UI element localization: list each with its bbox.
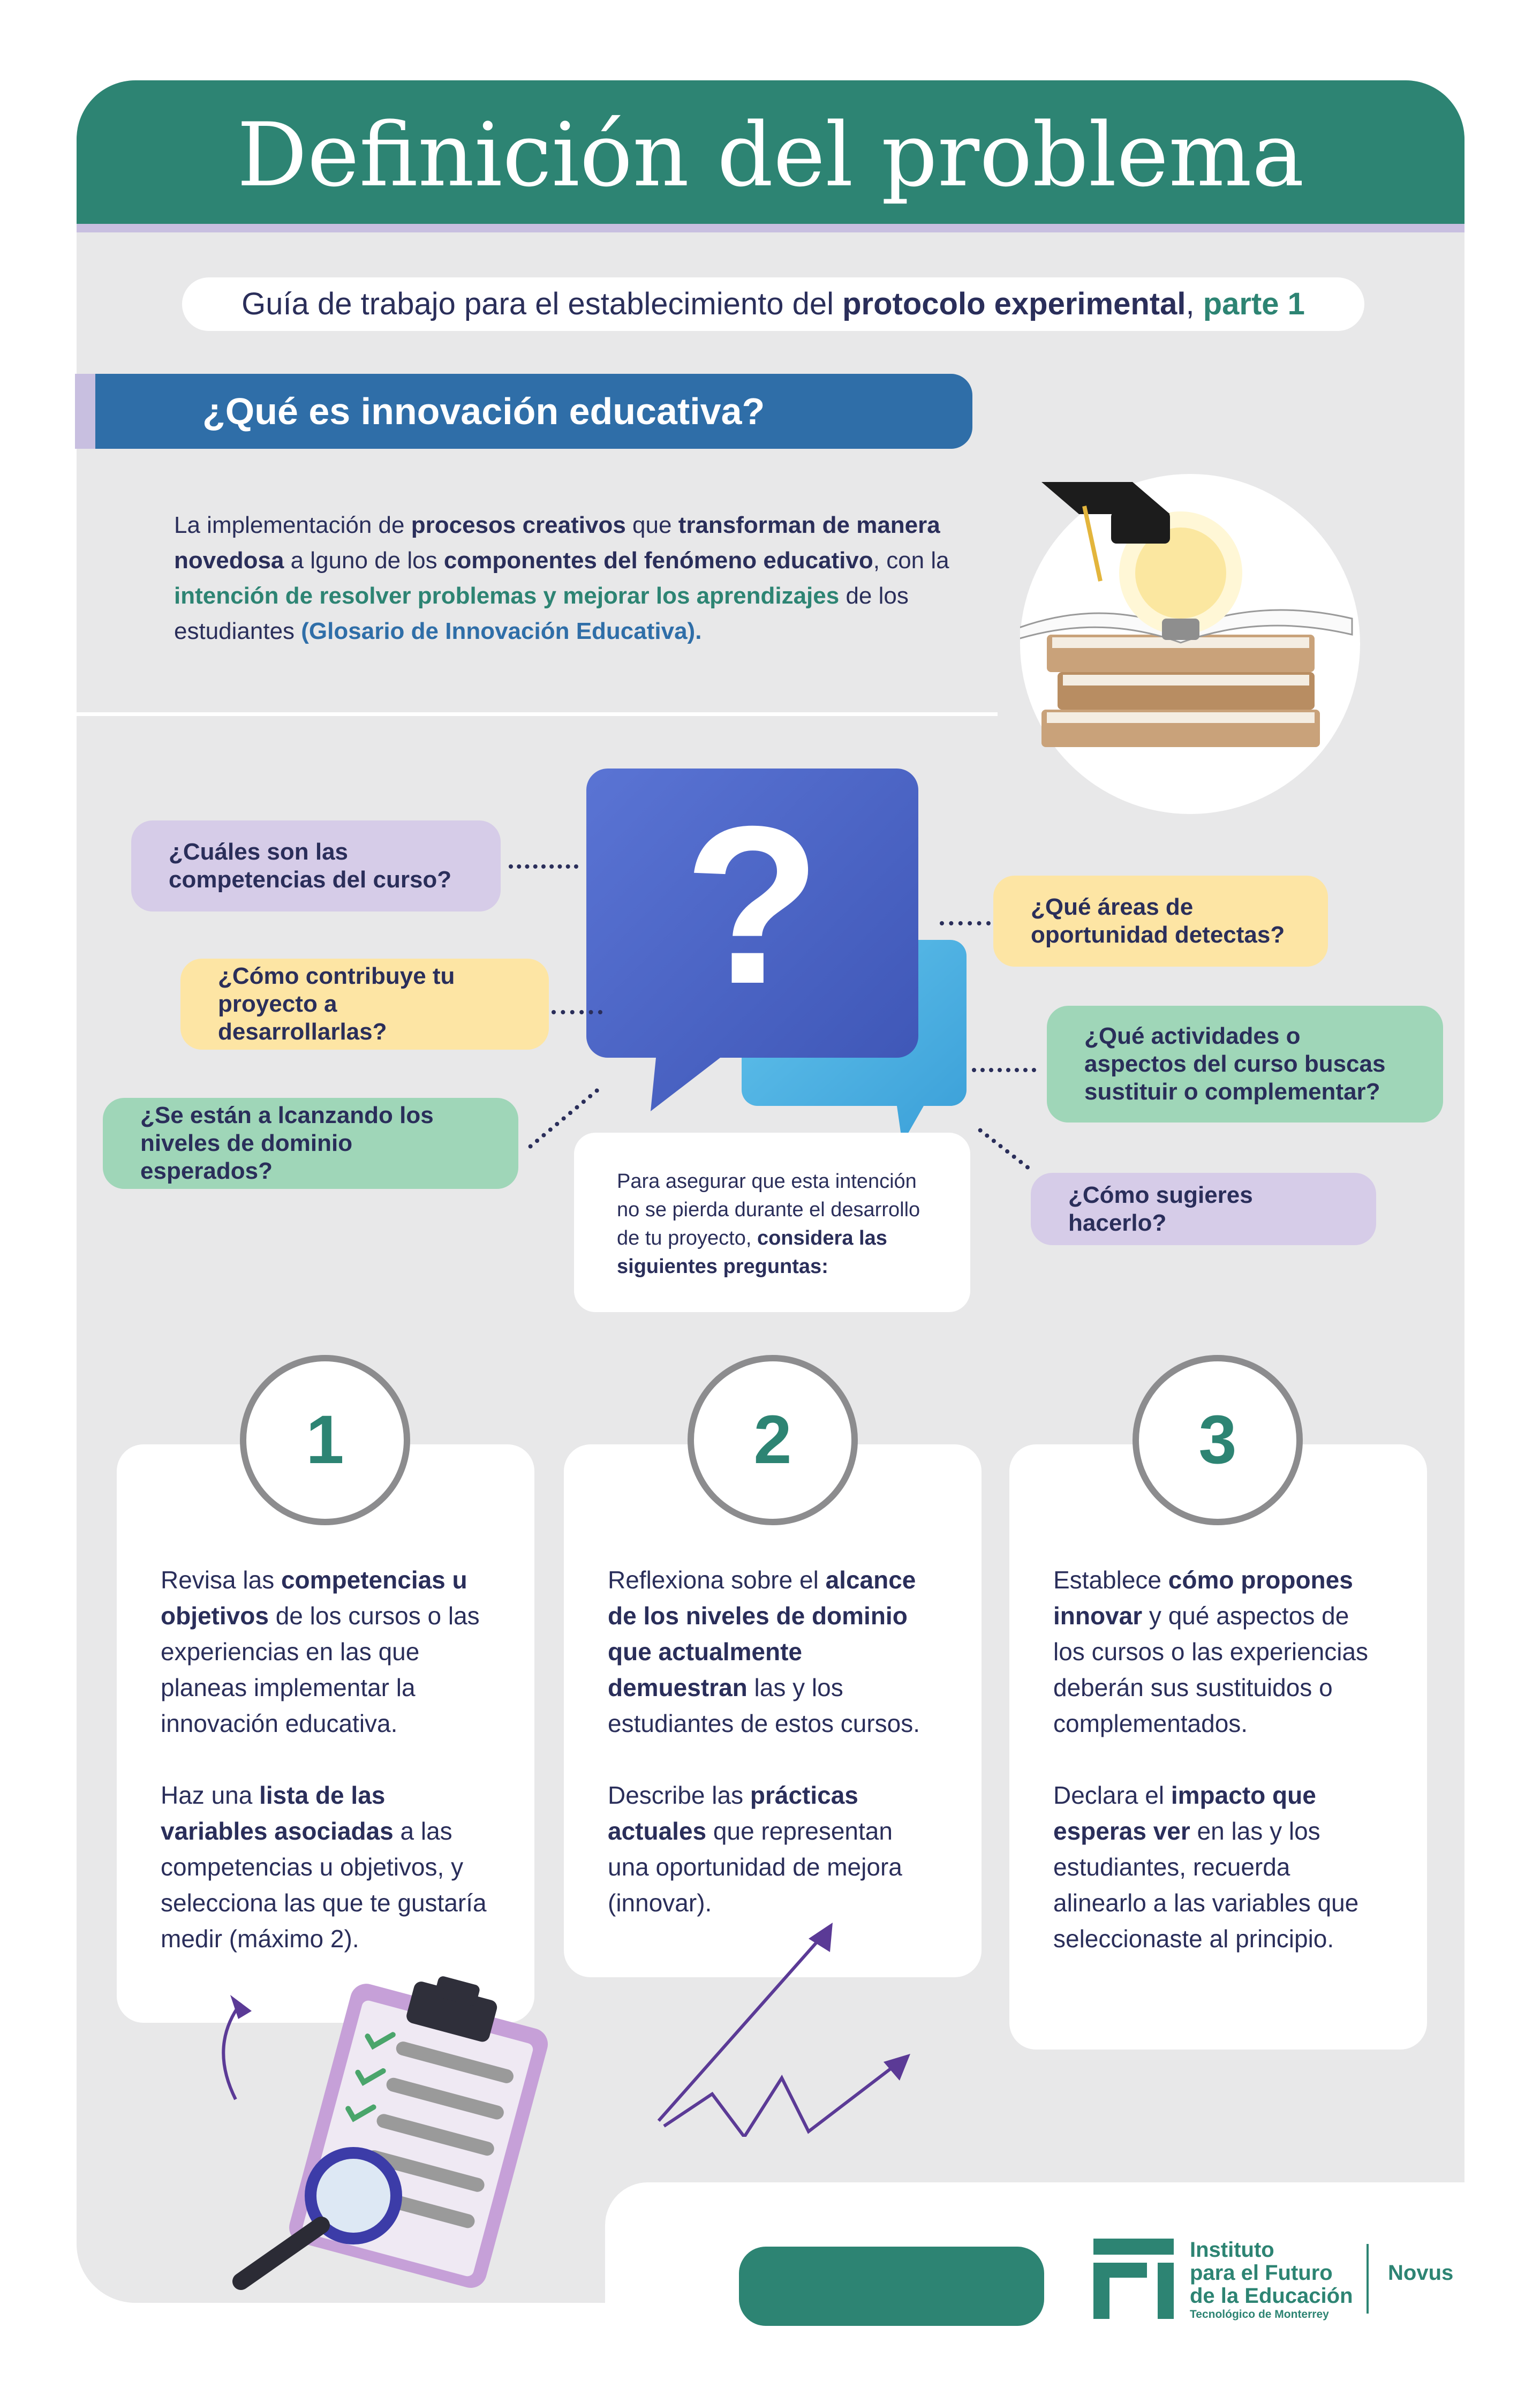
step-paragraph [608,1562,939,1742]
step-paragraph [161,1777,492,1957]
step-card-3 [1009,1444,1427,2050]
step-text: de los cursos o las experiencias en las que planeas implementar la innovación educativa. [161,1602,480,1737]
section-accent [75,374,95,449]
step-number-1: 1 [240,1355,410,1525]
step-text: y qué aspectos de los cursos o las experiencias deberán sus sustituidos o complementados. [1053,1602,1369,1737]
question-text: ¿Cómo sugieres hacerlo? [1068,1181,1253,1236]
question-bubble-competencias [131,820,501,912]
subtitle-pill [182,277,1364,331]
growth-arrows-icon [648,1923,926,2137]
step-text: Declara el [1053,1781,1171,1809]
step-paragraph [1053,1562,1384,1742]
step-number-2: 2 [688,1355,858,1525]
question-bubble-areas [993,876,1328,967]
connector-dots [509,864,578,869]
step-text: que representan una oportunidad de mejora (innovar). [608,1817,902,1917]
subtitle-text: Guía de trabajo para el establecimiento del [241,287,843,321]
logo-separator [1367,2244,1369,2314]
svg-text:?: ? [683,780,821,1031]
definition-text: que [625,512,678,538]
section-divider [77,712,998,716]
header-divider [77,224,1464,232]
step-text: en las y los estudiantes, recuerda alinearlo a las variables que seleccionaste al principio. [1053,1817,1359,1953]
step-text: Revisa las [161,1566,281,1594]
step-text: las y los estudiantes de estos cursos. [608,1674,920,1737]
logo-line: de la Educación [1190,2284,1353,2308]
step-card-1 [117,1444,534,2023]
definition-highlight: intención de resolver problemas y mejorar los aprendizajes [174,583,840,609]
novus-logo: Novus [1388,2261,1454,2285]
step-number-3: 3 [1133,1355,1303,1525]
definition-bold: transforman de manera novedosa [174,512,940,574]
question-text: ¿Qué actividades o aspectos del curso buscas sustituir o complementar? [1084,1023,1386,1105]
step-bold: cómo propones innovar [1053,1566,1353,1630]
logo-line: para el Futuro [1190,2261,1333,2285]
subtitle-bold: protocolo experimental [842,287,1186,321]
step-text: Establece [1053,1566,1168,1594]
institute-logo-text [1190,2239,1353,2308]
question-text: ¿Cómo contribuye tu proyecto a desarrollarlas? [218,963,455,1045]
step-text: Describe las [608,1781,750,1809]
clipboard-checklist-icon [177,1960,669,2292]
step-bold: competencias u objetivos [161,1566,467,1630]
question-text: ¿Se están a lcanzando los niveles de dominio esperados? [140,1102,434,1184]
step-paragraph [161,1562,492,1742]
question-bubbles-icon [586,769,972,1154]
definition-text: a lguno de los [284,547,444,574]
definition-bold: procesos creativos [411,512,626,538]
step-bold: lista de las variables asociadas [161,1781,394,1845]
logo-line: Instituto [1190,2238,1274,2262]
step-bold: prácticas actuales [608,1781,858,1845]
question-bubble-actividades [1047,1006,1443,1123]
step-text: Reflexiona sobre el [608,1566,826,1594]
section-title: ¿Qué es innovación educativa? [202,390,765,432]
intent-bold: considera las siguientes preguntas: [617,1227,887,1278]
subtitle-comma: , [1186,287,1203,321]
step-text: a las competencias u objetivos, y selecciona las que te gustaría medir (máximo 2). [161,1817,487,1953]
definition-text: de los estudiantes [174,583,909,644]
institute-logo-icon [1093,2239,1174,2319]
logo-subtitle: Tecnológico de Monterrey [1190,2308,1329,2321]
definition-text: La implementación de [174,512,411,538]
connector-dots [552,1010,602,1014]
definition-citation: (Glosario de Innovación Educativa). [301,618,702,644]
definition-bold: componentes del fenómeno educativo [443,547,873,574]
question-bubble-contribuye [180,959,549,1050]
lightbulb-books-illustration [1020,474,1360,814]
intent-text: Para asegurar que esta intención no se pierda durante el desarrollo de tu proyecto, [617,1170,920,1249]
intent-note [574,1133,970,1312]
connector-dots [940,921,991,925]
question-bubble-sugieres [1031,1173,1376,1245]
page-title: Definición del problema [237,104,1304,206]
question-text: ¿Cuáles son las competencias del curso? [169,839,452,893]
definition-paragraph [174,508,988,649]
step-bold: impacto que esperas ver [1053,1781,1316,1845]
question-text: ¿Qué áreas de oportunidad detectas? [1031,894,1285,948]
question-bubble-niveles [103,1098,518,1189]
step-paragraph [1053,1777,1384,1957]
books-lightbulb-icon [1020,474,1360,814]
step-paragraph [608,1777,939,1921]
definition-text: , con la [873,547,949,574]
step-text: Haz una [161,1781,260,1809]
step-bold: alcance de los niveles de dominio que actualmente demuestran [608,1566,916,1701]
subtitle-part: parte 1 [1203,287,1305,321]
footer-action-button[interactable] [739,2247,1044,2326]
connector-dots [972,1068,1036,1072]
